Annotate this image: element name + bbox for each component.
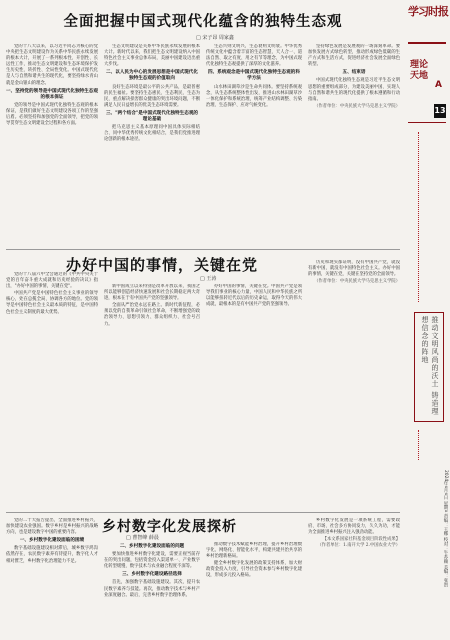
page-number: 13 [434,104,446,118]
article2-byline: □ 王涛 [200,276,217,282]
article2-col3-p1: 办好中国的事情，关键在党。中国共产党是领导我们事业的核心力量，中国人民和中华民族之所以能够扭转近代以后的历史命运，取得今天的伟大成就，最根本的是有中国共产党的坚强领导。 [206,284,302,308]
article3-subheading-1: 一、乡村数字化建设面临的困境 [19,538,85,544]
article3-col2-p2: 首先，加强数字基础设施建设。其次，提升农民数字素养与技能。再次，推动数字技术与乡村产业深度融合。最后，完善乡村数字治理体系。 [104,580,200,598]
section-letter: A [435,80,442,90]
article3-col3-p1: 推动数字技术赋能乡村治理，提升乡村治理数字化、网络化、智能化水平，构建共建共治共享的乡村治理新格局。 [206,542,302,560]
rail-bar-mid [408,122,446,123]
article1-title: 全面把握中国式现代化蕴含的独特生态观 [63,14,343,30]
right-rail [404,0,450,640]
article3-subheading-2: 二、乡村数字化建设面临的问题 [119,544,185,549]
article1-subheading-1: 一、坚持党的领导是中国式现代化独特生态观的根本保证 [6,88,98,100]
article1-col3 [206,44,302,246]
article1-subheading-2: 二、以人民为中心的发展思想是中国式现代化独特生态观的价值取向 [106,70,198,82]
article2-col1 [6,272,98,508]
article1-subheading-5: 五、结束语 [342,70,366,76]
article3-col4-p1: 乡村数字化发展是一项系统工程，需要政府、市场、社会多方协同发力，久久为功，才能为全面推进乡村振兴注入强劲动能。 [308,518,400,536]
article3-col4 [308,518,400,634]
article3-fund-note: 【本文系国家社科基金项目阶段性成果】 [322,537,400,543]
article1-subheading-4: 四、系统观念是中国式现代化独特生态观的科学方法 [208,70,300,82]
section-title: 理论天地 [410,60,429,81]
article1-col1-p1: 党的十八大以来，以习近平同志为核心的党中央把生态文明建设作为关系中华民族永续发展的根本大计，开展了一系列根本性、开创性、长远性工作，推动生态文明建设和生态环境保护发生历史性、转折性、全局性变化。中国式现代化是人与自然和谐共生的现代化，要坚持绿水青山就是金山银山的理念。 [6,44,98,86]
article1-col2 [104,44,200,246]
article2-col1-p1: 党的十八届六中全会通过的《中共中央关于党的百年奋斗重大成就和历史经验的决议》指出，"办好中国的事情，关键在党"。 [6,272,98,290]
article3-col3 [206,542,302,634]
article2-col2-p1: 新中国成立以来特别是改革开放以来，我国之所以能够创造经济快速发展和社会长期稳定两大奇迹，根本在于有中国共产党的坚强领导。 [104,284,200,302]
article3-col3-p2: 健全乡村数字化发展的政策支持体系，加大财政资金投入力度，引导社会资本参与乡村数字化建设，形成多元投入格局。 [206,561,302,579]
article1-subheading-3: 三、"两个结合"是中国式现代化独特生态观的理论基础 [105,110,199,123]
article1-col2-p3: 把马克思主义基本原理同中国具体实际相结合、同中华优秀传统文化相结合，是我们党推进理论创新的根本途径。 [104,125,200,143]
article3-byline: □ 曹智峰 薛晨 [126,535,159,541]
article3-col2 [104,542,200,634]
article1-col4-p2: 中国式现代化独特生态观是习近平生态文明思想的重要组成部分，为建设美丽中国、实现人与自然和谐共生的现代化提供了根本遵循和行动指南。 [308,78,400,102]
article3-col1 [6,518,98,634]
motto-box: 推动文明风尚的沃土 铸造理想信念的阵地 [414,312,444,422]
article2-col1-p2: 中国共产党是中国特色社会主义事业的领导核心，处在总揽全局、协调各方的地位。党的领导是中国特色社会主义最本质的特征，是中国特色社会主义制度的最大优势。 [6,291,98,315]
article1-col2-p2: 良好生态环境是最公平的公共产品，是最普惠的民生福祉。要坚持生态惠民、生态利民、生态为民，重点解决损害群众健康的突出环境问题，不断满足人民日益增长的优美生态环境需要。 [104,84,200,108]
divider-2 [6,512,400,513]
masthead-logo: 学习时报 [408,5,448,18]
article1-col3-p2: 山水林田湖草沙是生命共同体。要坚持系统观念，从生态系统整体性出发，推进山水林田湖草沙一体化保护和系统治理，统筹产业结构调整、污染治理、生态保护、应对气候变化。 [206,84,302,108]
article1-byline: □ 宋子昂 周家鑫 [196,35,234,41]
article3-col2-p1: 要加快推进乡村数字化建设，需要正视当前存在的突出问题，包括资金投入渠道单一、产业数字化转型缓慢、数字技术与农业融合程度不深等。 [104,552,200,570]
article2-col4 [308,260,400,508]
article3-subheading-3: 三、乡村数字化建设路径选择 [122,572,182,578]
article2-col2 [104,284,200,508]
dotted-rule-lower [418,430,421,460]
article2-col4-p1: 历史和现实都证明，没有中国共产党，就没有新中国，就没有中国特色社会主义。办好中国的事情，关键在党，关键在坚持党的全面领导。 [308,260,400,278]
dotted-rule-upper [418,132,421,302]
article3-col1-p1: 党的二十大报告提出，全面推进乡村振兴，加快建设农业强国。数字乡村是乡村振兴的战略方向，也是建设数字中国的重要内容。 [6,518,98,536]
rail-bar-top [408,42,446,44]
article1-author-note: （作者单位：中央民族大学马克思主义学院） [314,103,400,109]
article1-col4-p1: 坚持绿色发展是发展观的一场深刻革命。要加快发展方式绿色转型，推动形成绿色低碳的生产方式和生活方式，促进经济社会发展全面绿色转型。 [308,44,400,68]
article1-col2-p1: 生态文明建设是关系中华民族永续发展的根本大计。新时代以来，我们把生态文明建设纳入中国特色社会主义事业总体布局，美丽中国建设迈出重大步伐。 [104,44,200,68]
article2-col3 [206,284,302,508]
article3-author-note: （作者单位：1.南开大学 2.中国农业大学） [317,543,400,549]
article1-col3-p1: 生态兴则文明兴，生态衰则文明衰。中华优秀传统文化中蕴含着丰富的生态智慧，天人合一、道法自然、取之有度、用之有节等理念，为中国式现代化独特生态观提供了深厚的文化滋养。 [206,44,302,68]
article2-col2-p2: 全面从严治党永远在路上。新时代新征程，必须以党的自我革命引领社会革命，不断增强党的政治领导力、思想引领力、群众组织力、社会号召力。 [104,303,200,327]
article3-title: 乡村数字化发展探析 [102,519,237,535]
divider-1 [6,249,400,250]
article2-author-note: （作者单位：中央民族大学马克思主义学院） [314,279,400,285]
article3-col1-p2: 数字基础设施建设相对滞后，城乡数字鸿沟依然存在，农民数字素养有待提升，数字化人才相对匮乏，乡村数字化治理能力不足。 [6,546,98,564]
page-credits: 2024年x月x日 星期x 责编：王娜 校对：牛苏赖 美编：张贵 [443,470,448,587]
main-content [6,6,400,634]
article1-col1-p2: 党的领导是中国式现代化独特生态观的根本保证，是我们做好生态文明建设各项工作的坚强后盾。必须坚持和加强党的全面领导，把党的领导贯穿生态文明建设全过程和各方面。 [6,102,98,127]
article1-col4 [308,44,400,246]
article2-title: 办好中国的事情，关键在党 [66,256,259,274]
article1-col1 [6,44,98,246]
